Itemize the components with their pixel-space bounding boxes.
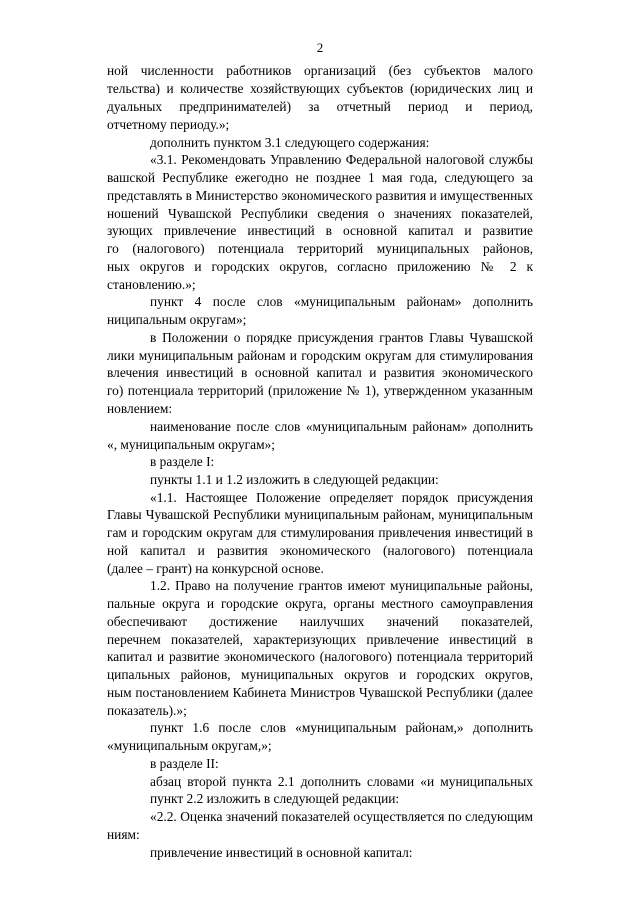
text-line: тельства) и количестве хозяйствующих субъектов (юридических лиц и — [107, 81, 533, 96]
text-line: го (налогового) потенциала территорий муниципальных районов, — [107, 241, 533, 256]
text-line: ниям: — [107, 827, 140, 842]
text-line: зующих привлечение инвестиций в основной капитал и развитие — [107, 223, 533, 238]
text-line: ниципальным округам»; — [107, 312, 247, 327]
text-line: ной численности работников организаций (без субъектов малого — [107, 63, 533, 78]
text-line: пункт 4 после слов «муниципальным районам» дополнить — [150, 294, 533, 309]
text-line: ципальных районов, муниципальных округов и городских округов, — [107, 667, 533, 682]
text-line: новлением: — [107, 401, 173, 416]
text-line: 1.2. Право на получение грантов имеют муниципальные районы, — [150, 578, 533, 593]
text-line: дополнить пунктом 3.1 следующего содержания: — [150, 135, 430, 150]
text-line: в разделе I: — [150, 454, 215, 469]
text-line: пункты 1.1 и 1.2 изложить в следующей редакции: — [150, 472, 439, 487]
text-line: дуальных предпринимателей) за отчетный период и период, — [107, 99, 533, 114]
text-line: показатель).»; — [107, 703, 187, 718]
text-line: ным постановлением Кабинета Министров Чувашской Республики (далее — [107, 685, 533, 700]
text-line: привлечение инвестиций в основной капитал: — [150, 845, 413, 860]
text-line: в разделе II: — [150, 756, 219, 771]
text-line: капитал и развитие экономического (налогового) потенциала территорий — [107, 649, 533, 664]
text-line: «1.1. Настоящее Положение определяет порядок присуждения — [150, 490, 533, 505]
text-line: абзац второй пункта 2.1 дополнить словами «и муниципальных — [150, 774, 533, 789]
text-line: «3.1. Рекомендовать Управлению Федеральной налоговой службы — [150, 152, 533, 167]
text-line: гам и городским округам для стимулирования привлечения инвестиций в — [107, 525, 533, 540]
text-line: «муниципальным округам,»; — [107, 738, 272, 753]
text-line: вашской Республике ежегодно не позднее 1 мая года, следующего за — [107, 170, 533, 185]
text-line: го) потенциала территорий (приложение № 1), утвержденном указанным — [107, 383, 533, 398]
text-line: ношений Чувашской Республики сведения о значениях показателей, — [107, 206, 533, 221]
text-line: обеспечивают достижение наилучших значений показателей, — [107, 614, 533, 629]
text-line: наименование после слов «муниципальным районам» дополнить — [150, 419, 533, 434]
page-number: 2 — [316, 40, 324, 55]
text-line: лики муниципальным районам и городским округам для стимулирования — [107, 348, 533, 363]
text-line: «2.2. Оценка значений показателей осуществляется по следующим — [150, 809, 533, 824]
text-line: перечнем показателей, характеризующих привлечение инвестиций в — [107, 632, 533, 647]
text-line: Главы Чувашской Республики муниципальным районам, муниципальным — [107, 507, 533, 522]
text-line: в Положении о порядке присуждения грантов Главы Чувашской — [150, 330, 533, 345]
text-line: «, муниципальным округам»; — [107, 437, 275, 452]
text-line: пальные округа и городские округа, органы местного самоуправления — [107, 596, 533, 611]
text-line: пункт 1.6 после слов «муниципальным районам,» дополнить — [150, 720, 533, 735]
text-line: пункт 2.2 изложить в следующей редакции: — [150, 791, 400, 806]
text-line: (далее – грант) на конкурсной основе. — [107, 561, 324, 576]
text-line: становлению.»; — [107, 277, 196, 292]
text-line: влечения инвестиций в основной капитал и развития экономического — [107, 365, 533, 380]
text-line: ных округов и городских округов, согласно приложению № 2 к — [107, 259, 533, 274]
text-line: ной капитал и развития экономического (налогового) потенциала — [107, 543, 533, 558]
text-line: отчетному периоду.»; — [107, 117, 230, 132]
text-line: представлять в Министерство экономического развития и имущественных — [107, 188, 533, 203]
